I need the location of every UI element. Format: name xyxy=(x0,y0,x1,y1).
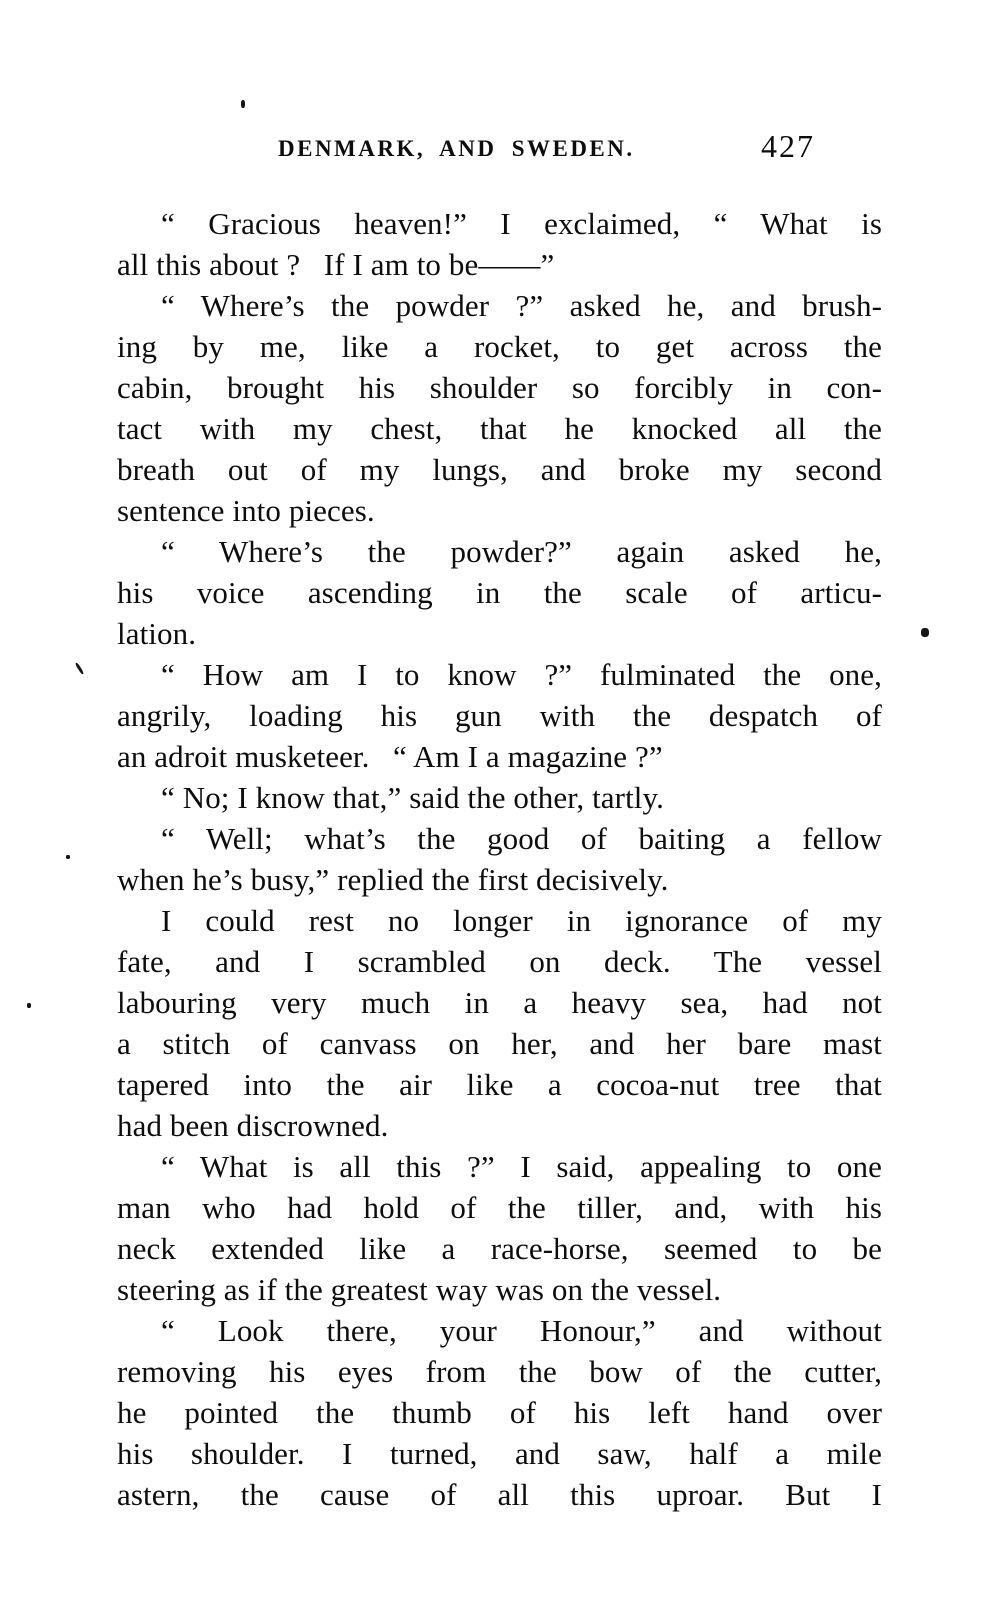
text-line: I could rest no longer in ignorance of my xyxy=(161,903,882,938)
text-line: cabin, brought his shoulder so forcibly in con- xyxy=(117,370,882,405)
ink-speck xyxy=(241,100,245,108)
paragraph xyxy=(117,203,882,285)
text-line: lation. xyxy=(117,616,197,651)
text-line: astern, the cause of all this uproar. But I xyxy=(117,1477,882,1512)
paragraph xyxy=(117,818,882,900)
paragraph xyxy=(117,531,882,654)
page-body xyxy=(117,203,882,1515)
text-line: “ No; I know that,” said the other, tartly. xyxy=(161,780,664,815)
text-line: “ How am I to know ?” fulminated the one, xyxy=(161,657,882,692)
text-line: “ Where’s the powder ?” asked he, and brush- xyxy=(161,288,882,323)
text-line: his voice ascending in the scale of articu- xyxy=(117,575,882,610)
text-line: sentence into pieces. xyxy=(117,493,375,528)
text-line: tact with my chest, that he knocked all the xyxy=(117,411,882,446)
text-line: when he’s busy,” replied the first decisively. xyxy=(117,862,669,897)
text-line: neck extended like a race-horse, seemed to be xyxy=(117,1231,882,1266)
text-line: “ Look there, your Honour,” and without xyxy=(161,1313,882,1348)
text-line: steering as if the greatest way was on the vessel. xyxy=(117,1272,722,1307)
text-line: he pointed the thumb of his left hand over xyxy=(117,1395,882,1430)
text-line: had been discrowned. xyxy=(117,1108,389,1143)
paragraph xyxy=(117,654,882,777)
text-line: “ What is all this ?” I said, appealing to one xyxy=(161,1149,882,1184)
page-number: 427 xyxy=(761,128,815,164)
text-line: labouring very much in a heavy sea, had not xyxy=(117,985,882,1020)
paragraph xyxy=(117,1310,882,1515)
text-line: “ Gracious heaven!” I exclaimed, “ What is xyxy=(161,206,882,241)
text-line: “ Where’s the powder?” again asked he, xyxy=(161,534,882,569)
text-line: tapered into the air like a cocoa-nut tree that xyxy=(117,1067,882,1102)
text-line: “ Well; what’s the good of baiting a fellow xyxy=(161,821,882,856)
ink-speck xyxy=(75,662,84,675)
text-line: ing by me, like a rocket, to get across the xyxy=(117,329,882,364)
text-line: an adroit musketeer. “ Am I a magazine ?” xyxy=(117,739,663,774)
text-line: fate, and I scrambled on deck. The vessel xyxy=(117,944,882,979)
paragraph xyxy=(117,777,882,818)
text-line: man who had hold of the tiller, and, with his xyxy=(117,1190,882,1225)
paragraph xyxy=(117,285,882,531)
ink-speck xyxy=(66,855,70,859)
paragraph xyxy=(117,900,882,1146)
text-line: his shoulder. I turned, and saw, half a mile xyxy=(117,1436,882,1471)
ink-speck xyxy=(921,628,929,637)
text-line: angrily, loading his gun with the despatch of xyxy=(117,698,882,733)
running-head: DENMARK, AND SWEDEN. xyxy=(278,136,635,161)
paragraph xyxy=(117,1146,882,1310)
text-line: breath out of my lungs, and broke my second xyxy=(117,452,882,487)
text-line: all this about ? If I am to be——” xyxy=(117,247,555,282)
text-line: removing his eyes from the bow of the cutter, xyxy=(117,1354,882,1389)
text-line: a stitch of canvass on her, and her bare mast xyxy=(117,1026,882,1061)
ink-speck xyxy=(27,1003,31,1008)
